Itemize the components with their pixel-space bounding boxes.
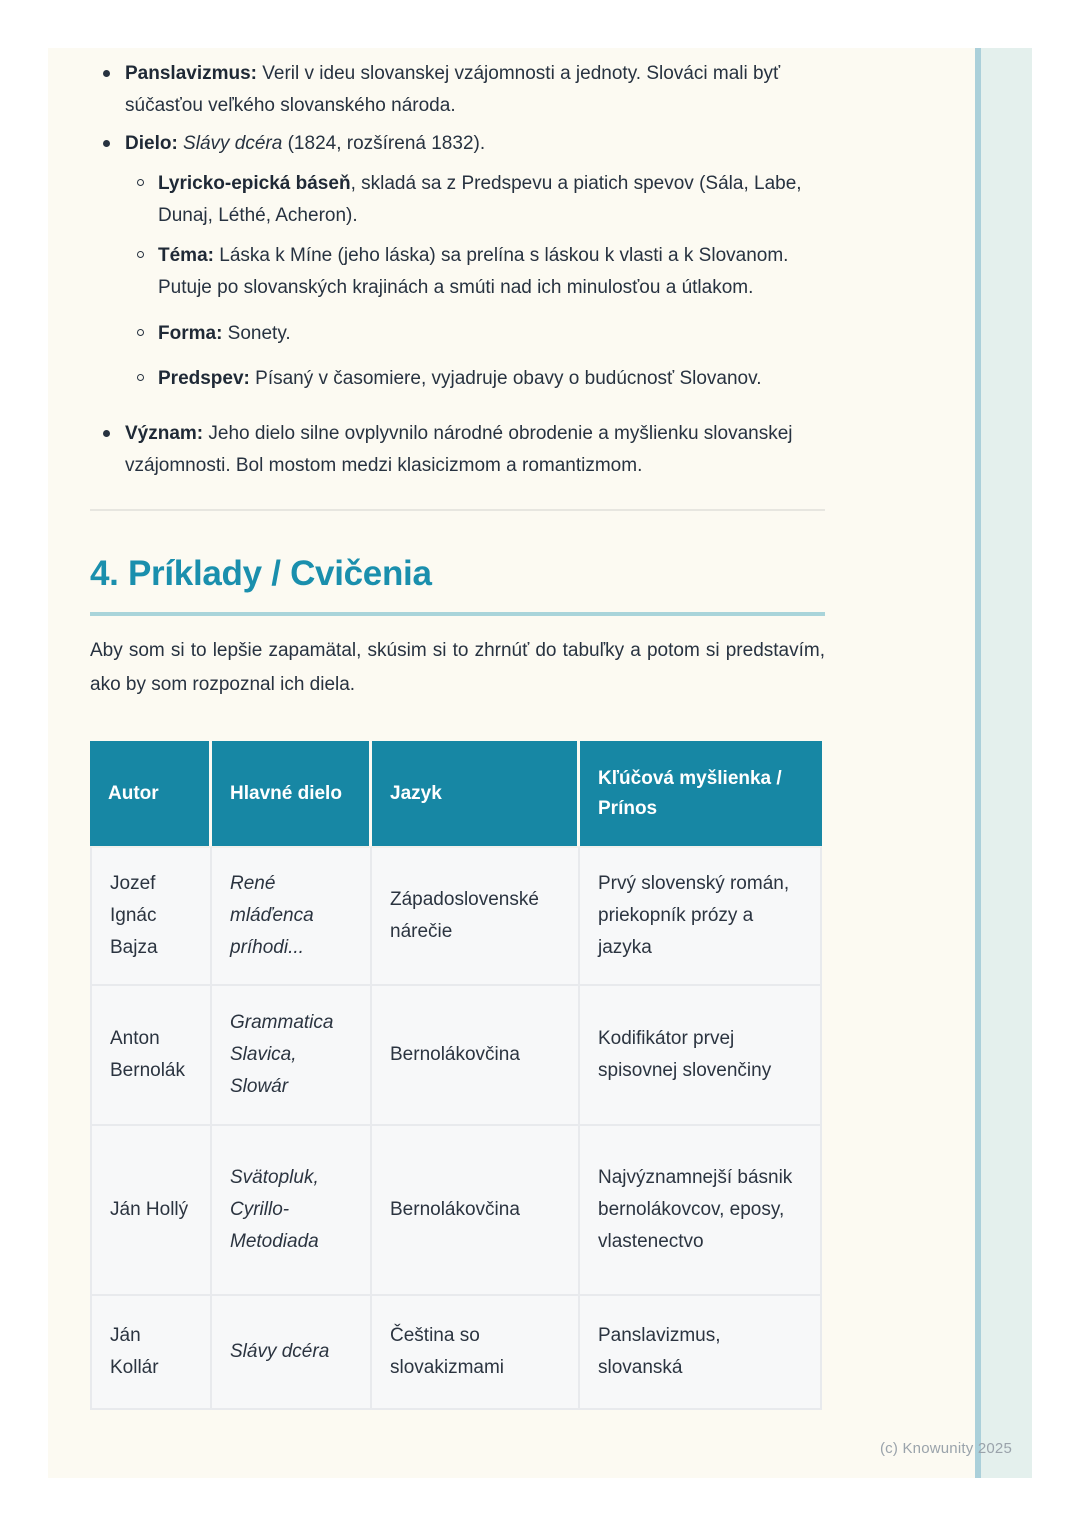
item-label: Dielo: [125,133,178,154]
page-edge-highlight-bar [975,48,1032,1478]
cell-dielo: Grammatica Slavica, Slowár [212,986,372,1126]
item-text: Jeho dielo silne ovplyvnilo národné obrodenie a myšlienku slovanskej vzájomnosti. Bol mostom medzi klasicizmom a romantizmom. [125,423,793,476]
cell-prinos: Najvýznamnejší básnik bernolákovcov, eposy, vlastenectvo [580,1126,822,1296]
heading-underline [90,612,825,616]
list-item [90,58,825,122]
list-item [90,363,825,395]
item-label: Téma: [158,245,214,266]
cell-prinos: Kodifikátor prvej spisovnej slovenčiny [580,986,822,1126]
item-label: Forma: [158,323,223,344]
cell-autor: Anton Bernolák [90,986,212,1126]
column-header-hlavne-dielo: Hlavné dielo [212,741,372,846]
item-italic-text: Slávy dcéra [177,133,283,154]
cell-jazyk: Čeština so slovakizmami [372,1296,580,1410]
page-content [90,48,825,1410]
cell-jazyk: Bernolákovčina [372,986,580,1126]
item-label: Predspev: [158,368,250,389]
table-row [90,986,822,1126]
cell-autor: Jozef Ignác Bajza [90,846,212,986]
column-header-autor: Autor [90,741,212,846]
cell-autor: Ján Hollý [90,1126,212,1296]
item-label: Lyricko-epická báseň [158,173,351,194]
item-label: Panslavizmus: [125,63,257,84]
item-text: Sonety. [222,323,291,344]
table-header-row [90,741,822,846]
list-item [90,418,825,482]
authors-table [90,741,822,1410]
item-text: (1824, rozšírená 1832). [282,133,486,154]
circle-bullet-icon [137,329,144,336]
copyright-watermark: (c) Knowunity 2025 [879,1440,1012,1457]
notes-list [90,58,825,482]
cell-prinos: Panslavizmus, slovanská [580,1296,822,1410]
cell-dielo: René mláďenca príhodi... [212,846,372,986]
item-text: Láska k Míne (jeho láska) sa prelína s láskou k vlasti a k Slovanom. Putuje po slovanských krajinách a smúti nad ich minulosťou a útlakom. [158,245,789,298]
cell-jazyk: Bernolákovčina [372,1126,580,1296]
cell-dielo: Svätopluk, Cyrillo-Metodiada [212,1126,372,1296]
disc-bullet-icon [103,430,110,437]
disc-bullet-icon [103,140,110,147]
item-label: Význam: [125,423,204,444]
intro-paragraph: Aby som si to lepšie zapamätal, skúsim si to zhrnúť do tabuľky a potom si predstavím, ako by som rozpoznal ich diela. [90,640,825,695]
cell-dielo: Slávy dcéra [212,1296,372,1410]
document-page [48,48,1032,1478]
list-item [90,240,825,304]
column-header-klucova-myslienka: Kľúčová myšlienka / Prínos [580,741,822,846]
disc-bullet-icon [103,70,110,77]
section-heading: 4. Príklady / Cvičenia [90,554,432,593]
section-divider [90,509,825,511]
circle-bullet-icon [137,251,144,258]
table-row [90,1126,822,1296]
table-row [90,1296,822,1410]
circle-bullet-icon [137,374,144,381]
list-item [90,128,825,160]
cell-jazyk: Západoslovenské nárečie [372,846,580,986]
item-text: Veril v ideu slovanskej vzájomnosti a jednoty. Slováci mali byť súčasťou veľkého slovanského národa. [125,63,781,116]
item-text: Písaný v časomiere, vyjadruje obavy o budúcnosť Slovanov. [249,368,762,389]
cell-autor: Ján Kollár [90,1296,212,1410]
table-row [90,846,822,986]
item-text: , skladá sa z Predspevu a piatich spevov (Sála, Labe, Dunaj, Léthé, Acheron). [158,173,802,226]
list-item [90,168,825,232]
circle-bullet-icon [137,179,144,186]
list-item [90,318,825,350]
column-header-jazyk: Jazyk [372,741,580,846]
cell-prinos: Prvý slovenský román, priekopník prózy a jazyka [580,846,822,986]
